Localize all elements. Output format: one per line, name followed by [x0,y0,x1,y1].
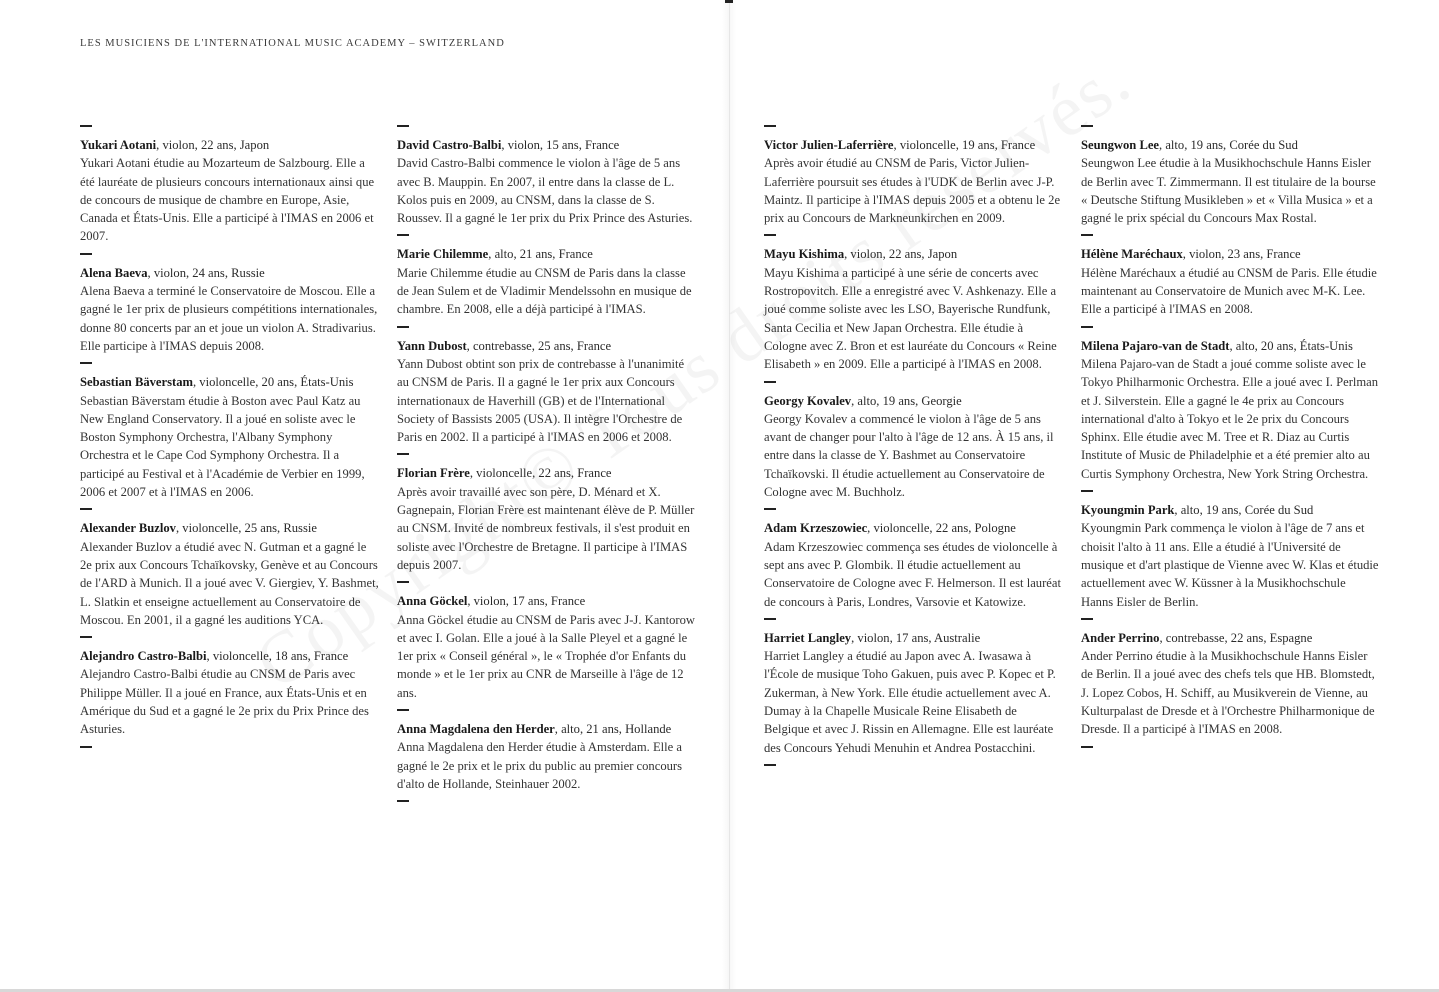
separator-dash [80,508,92,510]
separator-dash [1081,746,1093,748]
musician-details: , violoncelle, 22 ans, Pologne [867,521,1016,536]
musician-bio: Adam Krzeszowiec commença ses études de violoncelle à sept ans avec P. Glombik. Il étudie actuellement au Conservatoire de Cologne avec F. Helmerson. Il est lauréat de concours à Paris, Londres, Varsovie et Katowize. [764,539,1061,609]
musician-details: , alto, 21 ans, Hollande [554,722,672,737]
musician-heading [80,647,380,665]
separator-dash [1081,618,1093,620]
musician-bio: Sebastian Bäverstam étudie à Boston avec Paul Katz au New England Conservatory. Il a joué en soliste avec le Boston Symphony Orchestra, l'Albany Symphony Orchestra et le Cape Cod Symphony Orchestra. Il a participé au Festival et à l'Académie de Verbier en 1999, 2006 et 2007 et à l'IMAS en 2006. [80,393,365,500]
musician-entry [764,508,1064,610]
musician-heading [397,337,697,355]
musician-entry [397,581,697,702]
musician-name: Ander Perrino [1081,630,1160,645]
musician-bio: Georgy Kovalev a commencé le violon à l'âge de 5 ans avant de changer pour l'alto à l'âge de 12 ans. À 15 ans, il entre dans la classe de Y. Bashmet au Conservatoire Tchaïkovski. Il étudie actuellement au Conservatoire de Cologne avec M. Buchholz. [764,411,1054,500]
musician-name: David Castro-Balbi [397,138,502,152]
musician-bio: Marie Chilemme étudie au CNSM de Paris dans la classe de Jean Sulem et de Vladimir Mendelssohn en musique de chambre. En 2008, elle a déjà participé à l'IMAS. [397,265,692,317]
musician-heading [1081,501,1381,519]
separator-dash [764,508,776,510]
musician-entry [1081,618,1381,739]
musician-bio: Ander Perrino étudie à la Musikhochschule Hanns Eisler de Berlin. Il a joué avec des chefs tels que HB. Blomstedt, J. Lopez Cobos, H. Schiff, au Musikverein de Vienne, au Kulturpalast de Dresde et à l'Orchestre Philharmonique de Dresde. Il a participé à l'IMAS en 2008. [1081,649,1375,737]
column-3 [764,118,1064,775]
separator-dash [397,125,409,127]
musician-details: , violoncelle, 19 ans, France [893,138,1036,152]
musician-details: , alto, 19 ans, Georgie [851,393,962,408]
musician-name: Hélène Maréchaux [1081,247,1183,262]
musician-details: , violon, 15 ans, France [501,138,620,152]
musician-entry [397,125,697,227]
musician-bio: Yann Dubost obtint son prix de contrebasse à l'unanimité au CNSM de Paris. Il a gagné le 1er prix aux Concours internationaux de Haverhill (GB) et de l'International Society of Bassists 2005 (USA). Il intègre l'Orchestre de Paris en 2002. Il a participé à l'IMAS en 2006 et 2008. [397,356,685,445]
musician-heading [764,392,1064,410]
musician-entry [764,618,1064,757]
musician-details: , violon, 22 ans, Japon [156,138,270,152]
separator-dash [80,362,92,364]
musician-bio: Après avoir travaillé avec son père, D. Ménard et X. Gagnepain, Florian Frère est maintenant élève de P. Müller au CNSM. Invité de nombreux festivals, il s'est produit en soliste avec l'Orchestre de Bretagne. Il participe à l'IMAS depuis 2007. [397,484,695,572]
musician-entry [80,508,380,629]
musician-heading [397,245,697,263]
musician-heading [80,136,380,154]
musician-bio: Après avoir étudié au CNSM de Paris, Victor Julien-Laferrière poursuit ses études à l'UDK de Berlin avec J-P. Maintz. Il participe à l'IMAS depuis 2005 et a obtenu le 2e prix au Concours de Markneunkirchen en 2009. [764,156,1061,226]
musician-name: Anna Magdalena den Herder [397,722,555,737]
separator-dash [397,581,409,583]
musician-entry [1081,125,1381,227]
musician-entry [764,234,1064,373]
musician-entry [1081,490,1381,611]
musician-name: Milena Pajaro-van de Stadt [1081,338,1230,353]
separator-dash [764,234,776,236]
musician-name: Marie Chilemme [397,247,489,262]
page-gutter [729,0,730,992]
musician-name: Harriet Langley [764,630,852,645]
musician-entry [764,125,1064,227]
musician-heading [80,519,380,537]
separator-dash [397,326,409,328]
column-2 [397,118,697,811]
musician-name: Mayu Kishima [764,247,845,262]
musician-details: , violon, 17 ans, Australie [851,630,981,645]
musician-name: Yann Dubost [397,338,467,353]
musician-name: Yukari Aotani [80,138,157,152]
musician-details: , violoncelle, 20 ans, États-Unis [193,375,354,390]
musician-heading [764,519,1064,537]
musician-bio: Mayu Kishima a participé à une série de concerts avec Rostropovitch. Elle a enregistré avec V. Ashkenazy. Elle a joué comme soliste avec les LSO, Bayerische Rundfunk, Santa Cecilia et New Japan Orchestra. Elle étudie à Cologne avec Z. Bron et est lauréate du Concours « Reine Elisabeth » en 2009. Elle a participé à l'IMAS en 2008. [764,265,1057,372]
musician-details: , contrebasse, 22 ans, Espagne [1159,630,1313,645]
musician-heading [397,592,697,610]
musician-entry [397,234,697,318]
musician-name: Georgy Kovalev [764,393,852,408]
musician-heading [397,464,697,482]
musician-entry [80,362,380,501]
musician-details: , violon, 17 ans, France [467,594,586,609]
musician-heading [397,720,697,738]
separator-dash [764,125,776,127]
musician-details: , alto, 19 ans, Corée du Sud [1174,503,1314,518]
musician-name: Seungwon Lee [1081,138,1160,152]
musician-details: , violon, 24 ans, Russie [147,265,265,280]
musician-details: , alto, 20 ans, États-Unis [1229,338,1353,353]
musician-bio: Milena Pajaro-van de Stadt a joué comme soliste avec le Tokyo Philharmonic Orchestra. Elle a joué avec I. Perlman et J. Silverstein. Elle a gagné le 4e prix au Concours international d'alto à Tokyo et le 2e prix du Concours Sphinx. Elle étudie avec M. Tree et R. Diaz au Curtis Institute of Music de Philadelphie et a été premier alto au Curtis Symphony Orchestra, New York String Orchestra. [1081,356,1379,481]
musician-heading [1081,629,1381,647]
musician-heading [1081,245,1381,263]
separator-dash [1081,326,1093,328]
musician-name: Florian Frère [397,466,470,481]
musician-entry [397,709,697,793]
running-head: LES MUSICIENS DE L'INTERNATIONAL MUSIC ACADEMY – SWITZERLAND [80,38,505,49]
musician-bio: David Castro-Balbi commence le violon à l'âge de 5 ans avec B. Mauppin. En 2007, il entre dans la classe de L. Kolos puis en 2009, au CNSM, dans la classe de S. Roussev. Il a gagné le 1er prix du Prix Prince des Asturies. [397,156,693,226]
musician-entry [80,636,380,738]
musician-name: Alejandro Castro-Balbi [80,649,207,664]
separator-dash [764,764,776,766]
musician-entry [397,453,697,574]
musician-bio: Seungwon Lee étudie à la Musikhochschule Hanns Eisler de Berlin avec T. Zimmermann. Il est titulaire de la bourse « Deutsche Stiftung Musikleben » et « Villa Musica » et a gagné le prix spécial du Concours Max Rostal. [1081,156,1376,226]
musician-bio: Hélène Maréchaux a étudié au CNSM de Paris. Elle étudie maintenant au Conservatoire de Munich avec M-K. Lee. Elle a participé à l'IMAS en 2008. [1081,265,1377,317]
musician-heading [764,629,1064,647]
musician-heading [80,373,380,391]
musician-heading [80,264,380,282]
musician-details: , violon, 23 ans, France [1182,247,1301,262]
musician-bio: Kyoungmin Park commença le violon à l'âge de 7 ans et choisit l'alto à 11 ans. Elle a étudié à l'Université de musique et d'art plastique de Vienne avec W. Klas et étudie actuellement avec W. Küssner à la Musikhochschule Hanns Eisler de Berlin. [1081,521,1379,609]
musician-details: , violon, 22 ans, Japon [844,247,958,262]
musician-bio: Yukari Aotani étudie au Mozarteum de Salzbourg. Elle a été lauréate de plusieurs concours internationaux ainsi que de concours de musique de chambre en Europe, Asie, Canada et États-Unis. Elle a participé à l'IMAS en 2006 et 2007. [80,156,375,244]
binding-mark [725,0,733,3]
separator-dash [397,453,409,455]
musician-heading [1081,136,1381,154]
musician-name: Adam Krzeszowiec [764,521,868,536]
separator-dash [764,381,776,383]
separator-dash [80,746,92,748]
separator-dash [764,618,776,620]
musician-heading [397,136,697,154]
musician-bio: Alexander Buzlov a étudié avec N. Gutman et a gagné le 2e prix aux Concours Tchaïkovsky, Genève et au Concours de l'ARD à Munich. Il a joué avec V. Giergiev, Y. Bashmet, L. Slatkin et enseigne actuellement au Conservatoire de Moscou. En 2001, il a gagné les auditions YCA. [80,539,379,627]
musician-entry [80,253,380,355]
separator-dash [1081,234,1093,236]
musician-bio: Alejandro Castro-Balbi étudie au CNSM de Paris avec Philippe Müller. Il a joué en France, aux États-Unis et en Amérique du Sud et a gagné le 2e prix du Prix Prince des Asturies. [80,667,369,737]
separator-dash [397,709,409,711]
musician-details: , alto, 21 ans, France [488,247,593,262]
musician-entry [1081,326,1381,483]
separator-dash [397,234,409,236]
musician-name: Sebastian Bäverstam [80,375,193,390]
musician-entry [764,381,1064,502]
musician-entry [397,326,697,447]
separator-dash [80,125,92,127]
musician-heading [764,136,1064,154]
musician-name: Alexander Buzlov [80,521,176,536]
musician-details: , contrebasse, 25 ans, France [466,338,612,353]
column-1 [80,118,380,757]
musician-name: Victor Julien-Laferrière [764,138,894,152]
musician-bio: Alena Baeva a terminé le Conservatoire de Moscou. Elle a gagné le 1er prix de plusieurs compétitions internationales, donne 80 concerts par an et joue un violon A. Stradivarius. Elle participe à l'IMAS depuis 2008. [80,284,378,353]
musician-details: , violoncelle, 18 ans, France [206,649,349,664]
musician-heading [764,245,1064,263]
separator-dash [1081,125,1093,127]
musician-name: Kyoungmin Park [1081,503,1175,518]
separator-dash [1081,490,1093,492]
musician-details: , alto, 19 ans, Corée du Sud [1159,138,1298,152]
musician-heading [1081,337,1381,355]
musician-entry [1081,234,1381,318]
musician-details: , violoncelle, 25 ans, Russie [175,521,317,536]
separator-dash [80,253,92,255]
musician-entry [80,125,380,246]
separator-dash [397,800,409,802]
musician-name: Anna Göckel [397,594,468,609]
musician-details: , violoncelle, 22 ans, France [469,466,612,481]
musician-bio: Anna Göckel étudie au CNSM de Paris avec J-J. Kantorow et avec I. Golan. Elle a joué à la Salle Pleyel et a gagné le 1er prix « Conseil général », le « Trophée d'or Enfants du monde » et le 1er prix au CNR de Marseille à l'âge de 12 ans. [397,612,695,700]
musician-name: Alena Baeva [80,265,148,280]
musician-bio: Harriet Langley a étudié au Japon avec A. Iwasawa à l'École de musique Toho Gakuen, puis avec P. Kopec et P. Zukerman, à New York. Elle étudie actuellement avec A. Dumay à la Chapelle Musicale Reine Elisabeth de Belgique et avec J. Rissin en Allemagne. Elle est lauréate des Concours Yehudi Menuhin et Andrea Postacchini. [764,649,1056,755]
column-4 [1081,118,1381,757]
separator-dash [80,636,92,638]
musician-bio: Anna Magdalena den Herder étudie à Amsterdam. Elle a gagné le 2e prix et le prix du public au premier concours d'alto de Hollande, Steinhauer 2002. [397,740,683,791]
